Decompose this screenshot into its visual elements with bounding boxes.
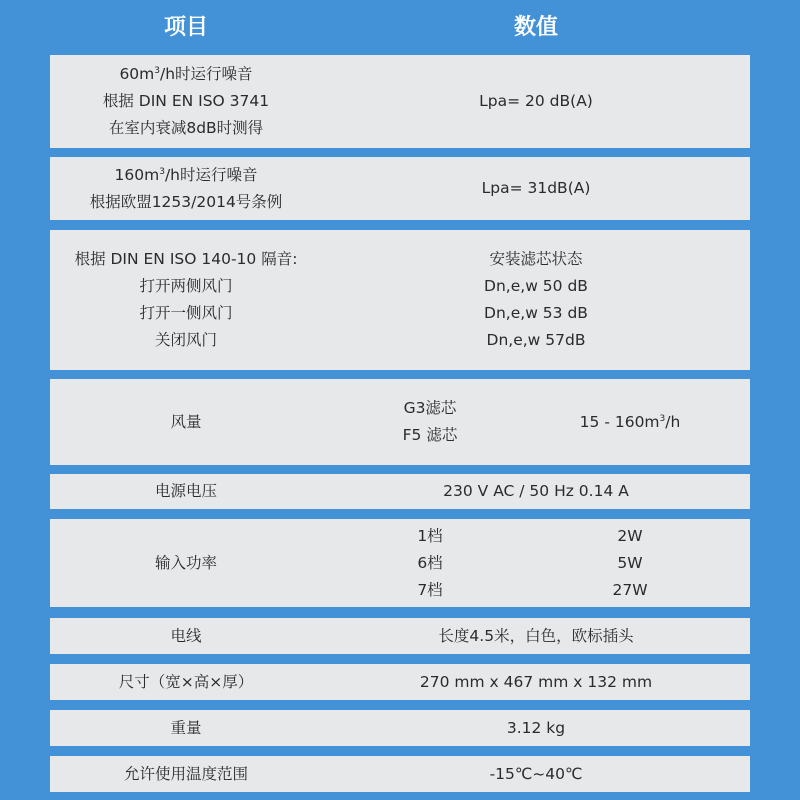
header-value: 数值 xyxy=(513,15,559,40)
table-row-cable xyxy=(50,618,750,654)
row-value: 230 V AC / 50 Hz 0.14 A xyxy=(443,482,629,500)
label-line-2: 根据 DIN EN ISO 3741 xyxy=(102,92,270,110)
table-row-weight xyxy=(50,710,750,746)
row-value: 安装滤芯状态 Dn,e,w 50 dB Dn,e,w 53 dB Dn,e,w 57dB xyxy=(484,250,588,349)
table-row-voltage xyxy=(50,474,750,509)
table-row-temperature xyxy=(50,756,750,792)
table-row-insulation xyxy=(50,230,750,370)
airflow-range: $15 - 160m^3/h$ xyxy=(579,412,681,431)
table-row-size xyxy=(50,664,750,700)
row-value: -15℃~40℃ xyxy=(489,764,583,783)
row-value: Lpa= 20 dB(A) xyxy=(479,92,593,110)
power-levels: 1档 6档 7档 xyxy=(417,526,443,599)
label-line-2: 根据欧盟1253/2014号条例 xyxy=(89,192,283,211)
row-value: Lpa= 31dB(A) xyxy=(481,179,591,197)
table-row-noise-60 xyxy=(50,55,750,148)
table-row-power xyxy=(50,519,750,607)
row-label: 风量 xyxy=(170,412,202,431)
table-header xyxy=(0,0,800,50)
row-label: 尺寸（宽×高×厚） xyxy=(118,672,254,691)
filter-types: G3滤芯 F5 滤芯 xyxy=(402,399,458,444)
label-line-1: $60m^3/h$时运行噪音 xyxy=(119,65,253,83)
row-value: 270 mm x 467 mm x 132 mm xyxy=(419,672,653,691)
table-row-airflow xyxy=(50,379,750,465)
power-watts: 2W 5W 27W xyxy=(612,526,648,599)
table-row-noise-160 xyxy=(50,157,750,220)
row-label xyxy=(50,157,322,220)
row-label: 输入功率 xyxy=(154,553,217,572)
row-label: 允许使用温度范围 xyxy=(123,764,248,783)
row-value: 3.12 kg xyxy=(506,718,566,737)
label-line-3: 在室内衰减8dB时测得 xyxy=(108,119,264,137)
row-label: 重量 xyxy=(170,718,202,737)
row-label: 根据 DIN EN ISO 140-10 隔音: 打开两侧风门 打开一侧风门 关闭风门 xyxy=(74,250,298,349)
row-label: 电源电压 xyxy=(154,482,217,500)
label-line-1: $160m^3/h$时运行噪音 xyxy=(114,165,258,184)
header-item: 项目 xyxy=(163,15,209,40)
row-label xyxy=(50,55,322,148)
row-value: 长度4.5米，白色，欧标插头 xyxy=(438,626,634,645)
row-label: 电线 xyxy=(170,626,202,645)
